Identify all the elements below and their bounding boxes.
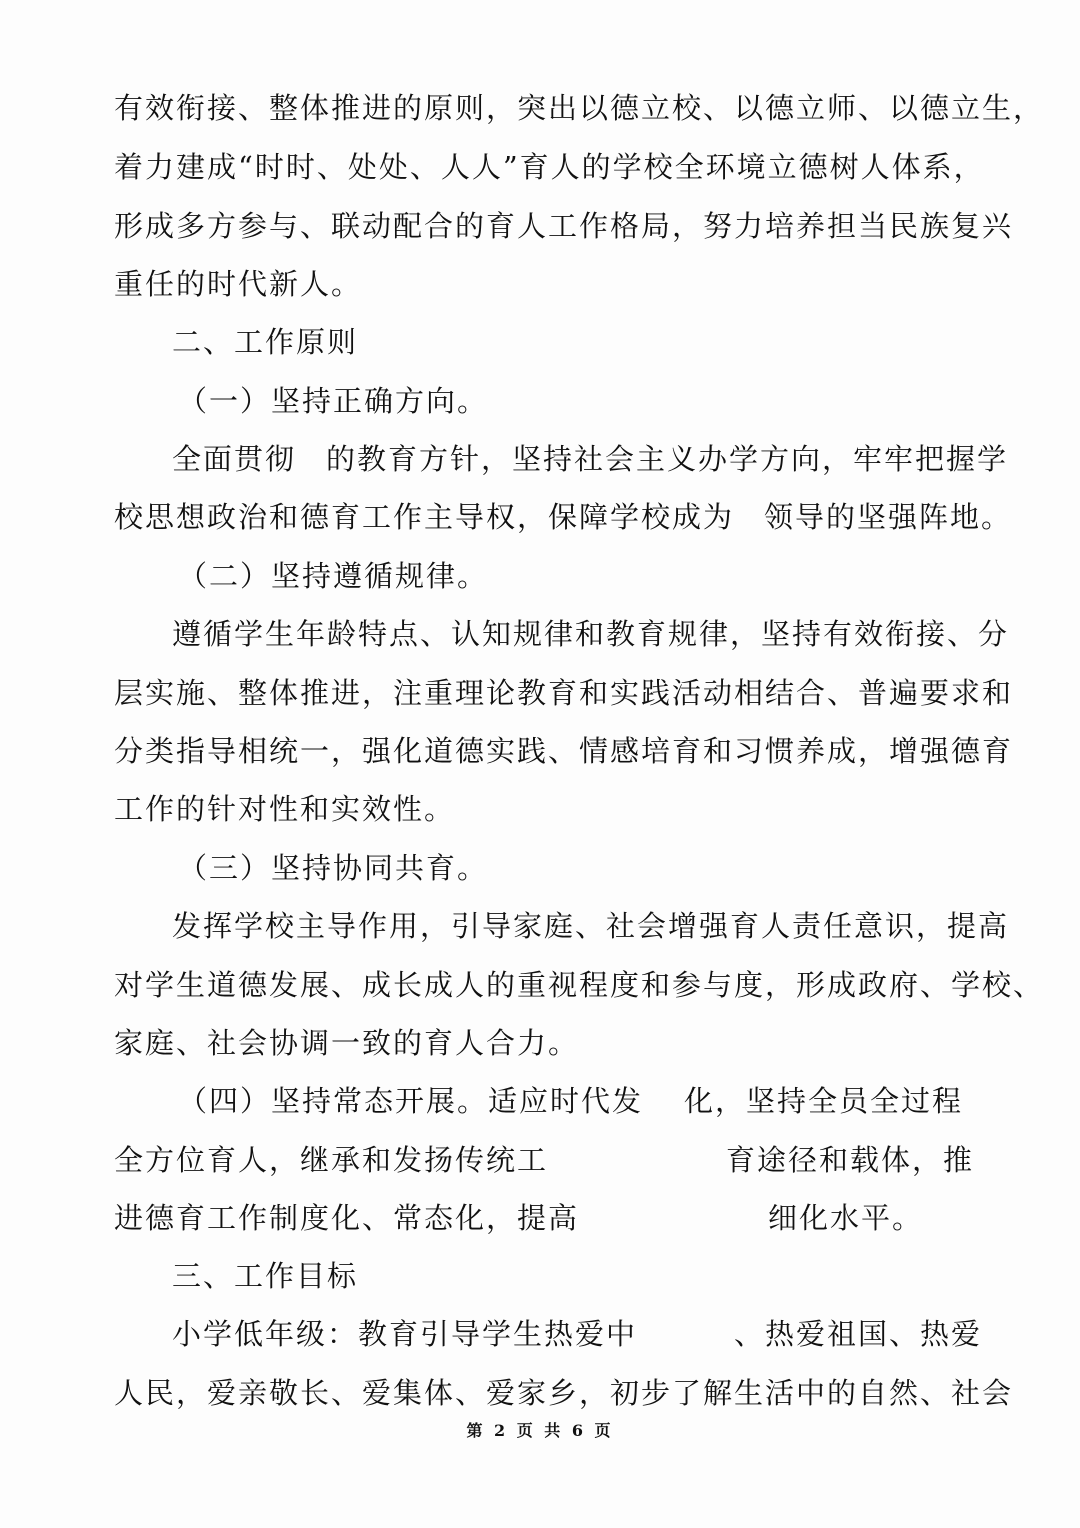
text-line — [768, 1198, 923, 1238]
subsection-heading: （二）坚持遵循规律。 — [178, 559, 489, 593]
text-line: 着力建成“时时、处处、人人”育人的学校全环境立德树人体系， — [114, 150, 985, 184]
text-fragment: 、热爱祖国、热爱 — [734, 1317, 983, 1351]
text-line: 形成多方参与、联动配合的育人工作格局，努力培养担当民族复兴 — [114, 209, 1014, 243]
text-fragment: 进德育工作制度化、常态化，提高 — [114, 1201, 580, 1235]
text-line: 发挥学校主导作用，引导家庭、社会增强育人责任意识，提高 — [172, 909, 1010, 943]
section-heading: 三、工作目标 — [172, 1259, 359, 1293]
text-line — [726, 1140, 974, 1180]
text-fragment: 校思想政治和德育工作主导权，保障学校成为 — [114, 500, 735, 534]
text-line: 层实施、整体推进，注重理论教育和实践活动相结合、普遍要求和 — [114, 676, 1014, 710]
text-line: 人民，爱亲敬长、爱集体、爱家乡，初步了解生活中的自然、社会 — [114, 1376, 1014, 1410]
text-line — [114, 497, 1012, 537]
text-fragment: 领导的坚强阵地。 — [764, 500, 1013, 534]
text-fragment: （四）坚持常态开展。适应时代发 — [178, 1084, 644, 1118]
subsection-heading: （三）坚持协同共育。 — [178, 851, 489, 885]
text-line: 重任的时代新人。 — [114, 267, 363, 301]
text-line: 工作的针对性和实效性。 — [114, 792, 456, 826]
text-line: 对学生道德发展、成长成人的重视程度和参与度，形成政府、学校、 — [114, 968, 1045, 1002]
text-fragment: 小学低年级：教育引导学生热爱中 — [172, 1317, 638, 1351]
text-fragment: 的教育方针，坚持社会主义办学方向，牢牢把握学 — [326, 442, 1009, 476]
text-line: 遵循学生年龄特点、认知规律和教育规律，坚持有效衔接、分 — [172, 617, 1010, 651]
text-line: 家庭、社会协调一致的育人合力。 — [114, 1026, 580, 1060]
subsection-heading: （一）坚持正确方向。 — [178, 384, 489, 418]
text-line: 有效衔接、整体推进的原则，突出以德立校、以德立师、以德立生， — [114, 91, 1045, 125]
text-line — [114, 1198, 579, 1238]
text-line — [734, 1314, 982, 1354]
text-fragment: 全方位育人，继承和发扬传统工 — [114, 1143, 549, 1177]
page-number: 第 2 页 共 6 页 — [466, 1421, 614, 1440]
text-fragment: 细化水平。 — [768, 1201, 924, 1235]
text-line — [172, 439, 1008, 479]
text-line — [114, 1140, 548, 1180]
text-fragment: 全面贯彻 — [172, 442, 297, 476]
text-fragment: 化，坚持全员全过程 — [684, 1084, 964, 1118]
text-line — [684, 1081, 963, 1121]
section-heading: 二、工作原则 — [172, 325, 359, 359]
text-line — [172, 1314, 637, 1354]
text-line: 分类指导相统一，强化道德实践、情感培育和习惯养成，增强德育 — [114, 734, 1014, 768]
text-line — [178, 1081, 643, 1121]
text-fragment: 育途径和载体，推 — [726, 1143, 975, 1177]
